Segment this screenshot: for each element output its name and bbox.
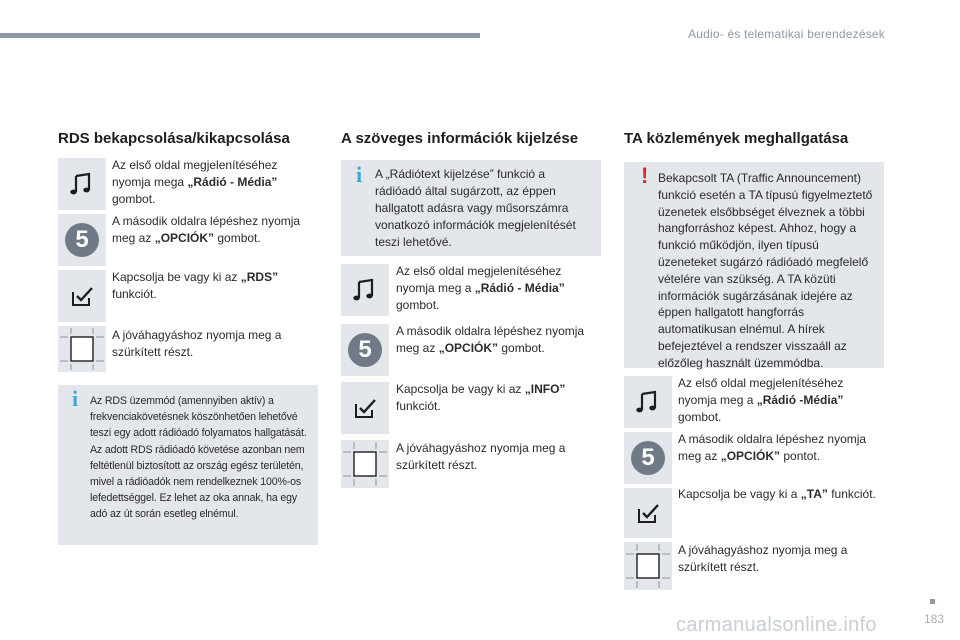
warning-icon: ! xyxy=(641,163,649,188)
number-icon-box xyxy=(341,324,389,376)
grey-zone-icon xyxy=(624,542,672,590)
check-icon-box xyxy=(58,270,106,322)
watermark: carmanualsonline.info xyxy=(676,614,877,636)
col2-step1-text: Az első oldal megjelenítéséhez nyomja meg a „Rádió - Média” gombot. xyxy=(396,264,565,312)
col1-title: RDS bekapcsolása/kikapcsolása xyxy=(58,130,290,147)
col1-step2-text: A második oldalra lépéshez nyomja meg az „OPCIÓK” gombot. xyxy=(112,214,301,245)
number-icon-box xyxy=(624,432,672,484)
col3-warning-note: ! Bekapcsolt TA (Traffic Announcement) funkció esetén a TA típusú figyelmeztető üzenetek elsőbbséget élveznek a többi hangforráshoz képest. Ahhoz, hogy a funkció működjön, ilyen típusú üzeneteket sugárzó rádióadó megfelelő vételére van szükség. A TA közüti információk sugárzásának idejére az éppen hallgatott hangforrás automatikusan elnémul. A hírek befejeztével a rendszer visszaáll az előzőleg használt üzemmódba. xyxy=(624,162,884,368)
col1-step3-text: Kapcsolja be vagy ki az „RDS” funkciót. xyxy=(112,270,279,301)
grey-zone-icon-box xyxy=(624,542,672,590)
grey-zone-icon-box xyxy=(341,440,389,488)
col1-step1-text: Az első oldal megjelenítéséhez nyomja mega „Rádió - Média” gombot. xyxy=(112,158,278,206)
col2-title: A szöveges információk kijelzése xyxy=(341,130,579,147)
music-note-icon xyxy=(635,389,661,415)
number-5-icon: 5 xyxy=(65,223,99,257)
page-marker xyxy=(930,599,935,604)
section-title: Audio- és telematikai berendezések xyxy=(688,27,885,41)
col2-step3-text: Kapcsolja be vagy ki az „INFO” funkciót. xyxy=(396,382,566,413)
col3-step1-text: Az első oldal megjelenítéséhez nyomja meg a „Rádió -Média” gombot. xyxy=(678,376,844,424)
check-box-icon xyxy=(69,283,95,309)
col1-step4-text: A jóváhagyáshoz nyomja meg a szürkített részt. xyxy=(112,328,282,359)
music-icon-box xyxy=(341,264,389,316)
check-icon-box xyxy=(341,382,389,434)
number-5-icon: 5 xyxy=(348,333,382,367)
col3-step4-text: A jóváhagyáshoz nyomja meg a szürkített részt. xyxy=(678,543,848,574)
info-icon: i xyxy=(72,386,78,411)
info-icon: i xyxy=(356,162,363,187)
music-icon-box xyxy=(624,376,672,428)
number-icon-box xyxy=(58,214,106,266)
col2-step4-text: A jóváhagyáshoz nyomja meg a szürkített részt. xyxy=(396,441,566,472)
check-icon-box xyxy=(624,488,672,538)
col1-rds-note: i Az RDS üzemmód (amennyiben aktív) a frekvenciakövetésnek köszönhetően lehetővé teszi egy adott rádióadó folyamatos hallgatását. Az adott RDS rádióadó követése azonban nem feltétlenül biztosított az ország egész területén, mivel a rádióadók nem rendelkeznek 100%-os lefedettséggel. Ez lehet az oka annak, ha egy adó az út során esetleg elnémul. xyxy=(58,385,318,545)
col3-step3-text: Kapcsolja be vagy ki a „TA” funkciót. xyxy=(678,487,876,501)
col2-step2-text: A második oldalra lépéshez nyomja meg az „OPCIÓK” gombot. xyxy=(396,324,585,355)
header-bar xyxy=(0,33,480,38)
music-icon-box xyxy=(58,158,106,210)
number-5-icon: 5 xyxy=(631,441,665,475)
col3-step2-text: A második oldalra lépéshez nyomja meg az „OPCIÓK” pontot. xyxy=(678,432,867,463)
col2-info-note: i A „Rádiótext kijelzése” funkció a rádióadó által sugárzott, az éppen hallgatott adásra vagy műsorszámra vonatkozó információk megjelenítését teszi lehetővé. xyxy=(341,160,601,256)
music-note-icon xyxy=(69,171,95,197)
check-box-icon xyxy=(635,500,661,526)
grey-zone-icon xyxy=(58,326,106,372)
music-note-icon xyxy=(352,277,378,303)
page-number: 183 xyxy=(923,612,944,626)
col3-title: TA közlemények meghallgatása xyxy=(624,130,849,147)
grey-zone-icon xyxy=(341,440,389,488)
grey-zone-icon-box xyxy=(58,326,106,372)
check-box-icon xyxy=(352,395,378,421)
